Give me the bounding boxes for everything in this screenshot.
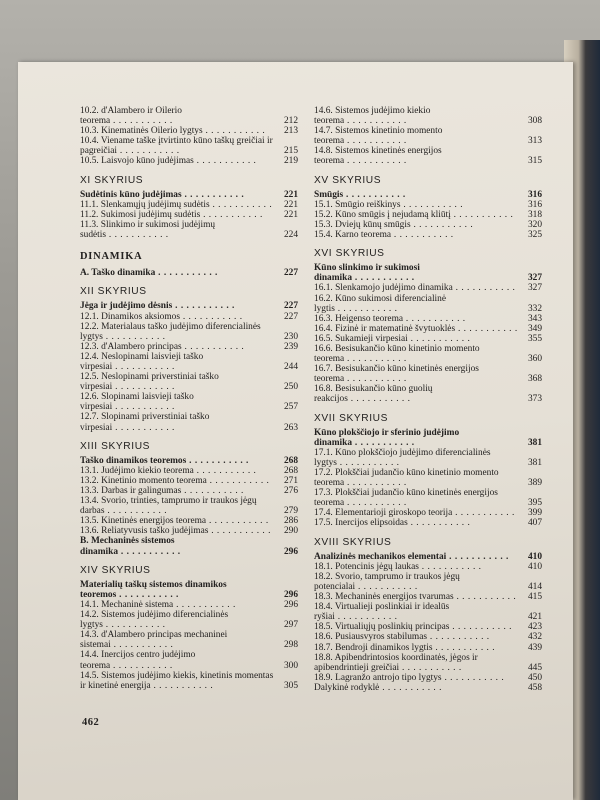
toc-entry-text: 18.6. Pusiausvyros stabilumas . . . xyxy=(314,632,519,642)
chapter-heading: XIV SKYRIUS xyxy=(80,564,151,576)
toc-entry-page: 244 xyxy=(283,361,298,372)
toc-entry-text: Sudėtinis kūno judėjimas . . . xyxy=(80,190,275,200)
toc-entry-text: 13.4. Svorio, trinties, tamprumo ir traukos jėgų darbas . . . xyxy=(80,496,275,516)
toc-entry-text: 12.1. Dinamikos aksiomos . . . xyxy=(80,312,275,322)
toc-entry-text: Kūno slinkimo ir sukimosi dinamika . . . xyxy=(314,263,519,283)
toc-entry-text: 12.6. Slopinami laisvieji taško virpesiai . . . xyxy=(80,392,275,412)
toc-entry xyxy=(314,632,542,642)
toc-entry xyxy=(80,650,298,670)
toc-entry-text: 14.2. Sistemos judėjimo diferencialinės lygtys . . . xyxy=(80,610,275,630)
toc-entry-page: 458 xyxy=(527,682,542,693)
toc-entry xyxy=(314,448,542,468)
toc-entry-text: 16.5. Sukamieji virpesiai . . . xyxy=(314,334,519,344)
toc-entry-page: 297 xyxy=(283,620,298,631)
chapter-title-entry xyxy=(314,263,542,283)
toc-entry-page: 381 xyxy=(527,457,542,468)
toc-entry-page: 227 xyxy=(283,301,298,312)
toc-entry-text: 17.2. Plokščiai judančio kūno kinetinio momento teorema . . . xyxy=(314,468,519,488)
toc-entry-text: 15.4. Karno teorema . . . xyxy=(314,230,519,240)
part-heading: DINAMIKA xyxy=(80,251,143,263)
toc-entry xyxy=(314,146,542,166)
toc-entry-page: 257 xyxy=(283,402,298,413)
toc-entry-text: 12.7. Slopinami priverstiniai taško virpesiai . . . xyxy=(80,412,275,432)
toc-entry-page: 212 xyxy=(283,116,298,127)
toc-entry xyxy=(80,536,298,556)
toc-entry xyxy=(314,673,542,683)
toc-entry-page: 308 xyxy=(527,116,542,127)
toc-entry-page: 332 xyxy=(527,303,542,314)
toc-entry-text: 11.2. Sukimosi judėjimų sudėtis . . . xyxy=(80,210,275,220)
toc-entry xyxy=(80,610,298,630)
toc-entry xyxy=(314,518,542,528)
toc-entry-page: 279 xyxy=(283,506,298,517)
toc-entry xyxy=(80,156,298,166)
toc-entry-text: Dalykinė rodyklė . . . xyxy=(314,683,519,693)
chapter-title-entry xyxy=(80,580,298,600)
chapter-heading: XVIII SKYRIUS xyxy=(314,536,392,548)
toc-entry-page: 318 xyxy=(527,209,542,220)
toc-entry xyxy=(314,683,542,693)
toc-entry-text: 14.7. Sistemos kinetinio momento teorema . . . xyxy=(314,126,519,146)
chapter-heading: XII SKYRIUS xyxy=(80,286,147,298)
toc-entry xyxy=(314,230,542,240)
toc-entry-page: 215 xyxy=(283,146,298,157)
toc-entry-text: 14.8. Sistemos kinetinės energijos teorema . . . xyxy=(314,146,519,166)
toc-entry xyxy=(314,334,542,344)
toc-entry-text: 18.4. Virtualieji poslinkiai ir idealūs ryšiai . . . xyxy=(314,602,519,622)
toc-entry-page: 296 xyxy=(283,546,298,557)
toc-entry-page: 360 xyxy=(527,354,542,365)
toc-entry-text: 18.9. Lagranžo antrojo tipo lygtys . . . xyxy=(314,673,519,683)
toc-entry-text: 15.3. Dviejų kūnų smūgis . . . xyxy=(314,220,519,230)
book-page xyxy=(18,62,573,800)
toc-entry-page: 268 xyxy=(283,455,298,466)
chapter-title-entry xyxy=(80,190,298,200)
toc-entry-text: 16.1. Slenkamojo judėjimo dinamika . . . xyxy=(314,283,519,293)
toc-entry xyxy=(314,592,542,602)
toc-entry-text: 18.5. Virtualiųjų poslinkių principas . . . xyxy=(314,622,519,632)
toc-entry xyxy=(80,220,298,240)
toc-entry-text: Kūno plokščiojo ir sferinio judėjimo dinamika . . . xyxy=(314,428,519,448)
toc-entry-text: 12.2. Materialaus taško judėjimo diferencialinės lygtys . . . xyxy=(80,322,275,342)
toc-entry-page: 368 xyxy=(527,374,542,385)
toc-entry xyxy=(80,352,298,372)
toc-entry-page: 423 xyxy=(527,622,542,633)
chapter-heading: XV SKYRIUS xyxy=(314,174,382,186)
toc-entry xyxy=(314,643,542,653)
toc-entry xyxy=(314,622,542,632)
toc-entry-text: A. Taško dinamika . . . xyxy=(80,268,275,278)
toc-entry-text: 12.3. d'Alambero principas . . . xyxy=(80,342,275,352)
chapter-title-entry xyxy=(80,301,298,311)
toc-entry xyxy=(314,220,542,230)
toc-entry-page: 445 xyxy=(527,662,542,673)
toc-entry-page: 316 xyxy=(527,199,542,210)
toc-entry xyxy=(80,630,298,650)
toc-entry-page: 395 xyxy=(527,498,542,509)
toc-entry-text: 16.2. Kūno sukimosi diferencialinė lygtis . . . xyxy=(314,294,519,314)
toc-entry xyxy=(314,562,542,572)
toc-entry xyxy=(80,312,298,322)
toc-entry xyxy=(80,486,298,496)
toc-entry-page: 271 xyxy=(283,475,298,486)
toc-entry-text: 14.3. d'Alambero principas mechaninei sistemai . . . xyxy=(80,630,275,650)
toc-entry-text: Taško dinamikos teoremos . . . xyxy=(80,456,275,466)
toc-entry-page: 239 xyxy=(283,341,298,352)
toc-entry-page: 415 xyxy=(527,592,542,603)
toc-entry-text: 10.2. d'Alambero ir Oilerio teorema . . . xyxy=(80,106,275,126)
chapter-heading: XIII SKYRIUS xyxy=(80,440,151,452)
toc-entry xyxy=(314,126,542,146)
toc-entry xyxy=(80,342,298,352)
toc-entry-text: 17.5. Inercijos elipsoidas . . . xyxy=(314,518,519,528)
toc-entry xyxy=(80,106,298,126)
toc-entry xyxy=(80,322,298,342)
toc-entry-page: 313 xyxy=(527,136,542,147)
toc-left-column xyxy=(80,106,298,691)
toc-entry-page: 298 xyxy=(283,640,298,651)
toc-entry xyxy=(80,200,298,210)
toc-entry-text: 15.2. Kūno smūgis į nejudamą kliūtį . . . xyxy=(314,210,519,220)
toc-entry xyxy=(314,384,542,404)
toc-right-column xyxy=(314,106,542,693)
toc-entry xyxy=(80,392,298,412)
toc-entry-text: 13.2. Kinetinio momento teorema . . . xyxy=(80,476,275,486)
chapter-heading: XVI SKYRIUS xyxy=(314,248,385,260)
toc-entry xyxy=(314,488,542,508)
toc-entry-page: 221 xyxy=(283,189,298,200)
toc-entry-text: B. Mechaninės sistemos dinamika . . . xyxy=(80,536,275,556)
toc-entry-page: 421 xyxy=(527,612,542,623)
toc-entry-page: 230 xyxy=(283,331,298,342)
toc-entry-page: 296 xyxy=(283,599,298,610)
page-number: 462 xyxy=(82,717,100,728)
toc-entry-page: 327 xyxy=(527,283,542,294)
toc-entry xyxy=(80,600,298,610)
chapter-title-entry xyxy=(80,456,298,466)
toc-entry-text: 10.3. Kinematinės Oilerio lygtys . . . xyxy=(80,126,275,136)
toc-entry-page: 407 xyxy=(527,518,542,529)
toc-entry-page: 410 xyxy=(527,561,542,572)
toc-entry-text: 18.2. Svorio, tamprumo ir traukos jėgų potencialai . . . xyxy=(314,572,519,592)
toc-entry xyxy=(80,496,298,516)
toc-entry-page: 221 xyxy=(283,199,298,210)
toc-entry-page: 450 xyxy=(527,672,542,683)
toc-entry-text: 14.4. Inercijos centro judėjimo teorema . . . xyxy=(80,650,275,670)
toc-entry xyxy=(80,126,298,136)
toc-entry-page: 414 xyxy=(527,581,542,592)
toc-entry xyxy=(314,602,542,622)
toc-entry-page: 221 xyxy=(283,209,298,220)
toc-entry-page: 343 xyxy=(527,313,542,324)
toc-entry-text: 13.1. Judėjimo kiekio teorema . . . xyxy=(80,466,275,476)
toc-entry-text: 17.4. Elementarioji giroskopo teorija . . . xyxy=(314,508,519,518)
toc-entry-page: 219 xyxy=(283,156,298,167)
toc-entry-text: 14.6. Sistemos judėjimo kiekio teorema . . . xyxy=(314,106,519,126)
chapter-title-entry xyxy=(314,190,542,200)
toc-entry xyxy=(314,294,542,314)
toc-entry xyxy=(314,364,542,384)
toc-entry xyxy=(314,468,542,488)
toc-entry xyxy=(80,466,298,476)
toc-entry-page: 320 xyxy=(527,219,542,230)
toc-entry-text: 15.1. Smūgio reiškinys . . . xyxy=(314,200,519,210)
chapter-title-entry xyxy=(80,268,298,278)
toc-entry-page: 355 xyxy=(527,333,542,344)
toc-entry xyxy=(80,136,298,156)
toc-entry-page: 300 xyxy=(283,660,298,671)
toc-entry xyxy=(80,526,298,536)
toc-entry xyxy=(314,283,542,293)
toc-entry-text: 16.8. Besisukančio kūno guolių reakcijos . . . xyxy=(314,384,519,404)
toc-entry-page: 227 xyxy=(283,268,298,279)
toc-entry-page: 325 xyxy=(527,230,542,241)
toc-entry-text: 10.5. Laisvojo kūno judėjimas . . . xyxy=(80,156,275,166)
toc-entry-page: 399 xyxy=(527,508,542,519)
toc-entry-page: 286 xyxy=(283,516,298,527)
toc-entry-page: 327 xyxy=(527,273,542,284)
toc-entry-text: 17.3. Plokščiai judančio kūno kinetinės energijos teorema . . . xyxy=(314,488,519,508)
toc-entry-text: 18.8. Apibendrintosios koordinatės, jėgos ir apibendrintieji greičiai . . . xyxy=(314,653,519,673)
toc-entry-text: 13.6. Reliatyvusis taško judėjimas . . . xyxy=(80,526,275,536)
toc-entry-text: 13.3. Darbas ir galingumas . . . xyxy=(80,486,275,496)
toc-entry-page: 213 xyxy=(283,126,298,137)
toc-entry-text: Analizinės mechanikos elementai . . . xyxy=(314,552,519,562)
toc-entry xyxy=(80,671,298,691)
toc-entry-text: 11.3. Slinkimo ir sukimosi judėjimų sudėtis . . . xyxy=(80,220,275,240)
toc-entry-page: 296 xyxy=(283,589,298,600)
toc-entry xyxy=(80,210,298,220)
toc-entry-text: 16.7. Besisukančio kūno kinetinės energijos teorema . . . xyxy=(314,364,519,384)
toc-entry-page: 316 xyxy=(527,189,542,200)
toc-entry-page: 227 xyxy=(283,311,298,322)
toc-entry xyxy=(314,344,542,364)
toc-entry-text: Materialių taškų sistemos dinamikos teoremos . . . xyxy=(80,580,275,600)
toc-entry-page: 224 xyxy=(283,230,298,241)
toc-entry-text: 16.6. Besisukančio kūno kinetinio momento teorema . . . xyxy=(314,344,519,364)
toc-entry xyxy=(314,572,542,592)
toc-entry-text: 13.5. Kinetinės energijos teorema . . . xyxy=(80,516,275,526)
toc-entry xyxy=(80,412,298,432)
toc-entry xyxy=(314,314,542,324)
chapter-title-entry xyxy=(314,428,542,448)
toc-entry-text: 16.3. Heigenso teorema . . . xyxy=(314,314,519,324)
toc-entry xyxy=(314,210,542,220)
toc-entry xyxy=(314,200,542,210)
toc-entry xyxy=(314,106,542,126)
toc-entry-page: 276 xyxy=(283,486,298,496)
toc-entry-text: 17.1. Kūno plokščiojo judėjimo diferencialinės lygtys . . . xyxy=(314,448,519,468)
toc-entry-page: 315 xyxy=(527,156,542,167)
toc-entry-text: Smūgis . . . xyxy=(314,190,519,200)
toc-entry xyxy=(314,508,542,518)
toc-entry-page: 290 xyxy=(283,526,298,537)
toc-entry-text: Jėga ir judėjimo dėsnis . . . xyxy=(80,301,275,311)
toc-entry-page: 410 xyxy=(527,551,542,562)
toc-entry-page: 439 xyxy=(527,642,542,653)
toc-entry-text: 18.7. Bendroji dinamikos lygtis . . . xyxy=(314,643,519,653)
toc-entry xyxy=(80,476,298,486)
toc-entry-text: 11.1. Slenkamųjų judėjimų sudėtis . . . xyxy=(80,200,275,210)
toc-entry-page: 305 xyxy=(283,680,298,691)
toc-entry-text: 14.5. Sistemos judėjimo kiekis, kinetinis momentas ir kinetinė energija . . . xyxy=(80,671,275,691)
toc-entry-text: 12.5. Neslopinami priverstiniai taško virpesiai . . . xyxy=(80,372,275,392)
chapter-title-entry xyxy=(314,552,542,562)
toc-entry-page: 250 xyxy=(283,382,298,393)
toc-entry-page: 389 xyxy=(527,478,542,489)
toc-entry-page: 268 xyxy=(283,465,298,476)
toc-entry xyxy=(314,324,542,334)
chapter-heading: XI SKYRIUS xyxy=(80,174,144,186)
toc-entry xyxy=(80,372,298,392)
toc-entry-text: 12.4. Neslopinami laisvieji taško virpesiai . . . xyxy=(80,352,275,372)
toc-entry-text: 14.1. Mechaninė sistema . . . xyxy=(80,600,275,610)
toc-entry xyxy=(80,516,298,526)
toc-entry-page: 373 xyxy=(527,394,542,405)
toc-entry-text: 18.1. Potencinis jėgų laukas . . . xyxy=(314,562,519,572)
toc-entry-page: 432 xyxy=(527,632,542,643)
toc-entry-text: 16.4. Fizinė ir matematinė švytuoklės . . . xyxy=(314,324,519,334)
toc-entry-text: 18.3. Mechaninės energijos tvarumas . . . xyxy=(314,592,519,602)
toc-entry-page: 349 xyxy=(527,323,542,334)
toc-entry xyxy=(314,653,542,673)
toc-entry-page: 263 xyxy=(283,422,298,433)
toc-entry-text: 10.4. Viename taške įtvirtinto kūno taškų greičiai ir pagreičiai . . . xyxy=(80,136,275,156)
chapter-heading: XVII SKYRIUS xyxy=(314,412,389,424)
toc-entry-page: 381 xyxy=(527,437,542,448)
